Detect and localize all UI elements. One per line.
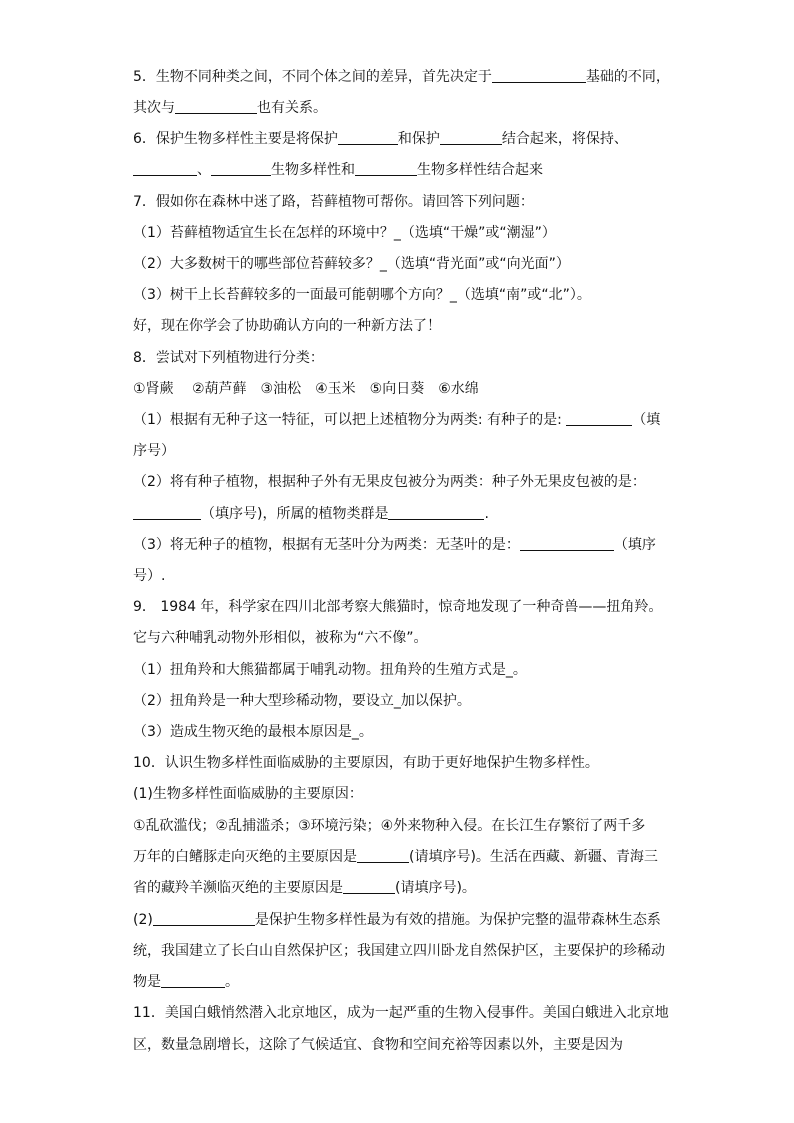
q5-line-1: 5．生物不同种类之间，不同个体之间的差异，首先决定于 基础的不同，: [133, 69, 670, 85]
q9-line-1: 9． 1984 年，科学家在四川北部考察大熊猫时，惊奇地发现了一种奇兽——扭角羚。: [133, 599, 663, 615]
q8-part-1-line-2: 序号）: [133, 443, 175, 459]
answer-blank[interactable]: [153, 911, 255, 926]
answer-blank[interactable]: [440, 130, 502, 145]
answer-blank[interactable]: [175, 99, 257, 114]
q8-part-1-line-1: （1）根据有无种子这一特征，可以把上述植物分为两类: 有种子的是: （填: [133, 412, 661, 428]
q6-line-2: 、 生物多样性和 生物多样性结合起来: [133, 161, 543, 179]
q10-line-5: 统，我国建立了长白山自然保护区；我国建立四川卧龙自然保护区，主要保护的珍稀动: [133, 943, 665, 959]
q7-stem: 7．假如你在森林中迷了路，苔藓植物可帮你。请回答下列问题：: [133, 194, 534, 210]
q8-part-3-line-2: 号）.: [133, 568, 166, 584]
answer-blank[interactable]: [338, 130, 398, 145]
answer-blank[interactable]: [492, 68, 586, 83]
answer-blank[interactable]: [133, 161, 197, 176]
q11-line-1: 11．美国白蛾悄然潜入北京地区，成为一起严重的生物入侵事件。美国白蛾进入北京地: [133, 1005, 669, 1021]
q7-part-2: （2）大多数树干的哪些部位苔藓较多？_（选填“背光面”或“向光面”）: [133, 256, 570, 272]
q10-line-3: 省的藏羚羊濒临灭绝的主要原因是 (请填序号)。: [133, 880, 476, 896]
answer-blank[interactable]: [357, 848, 409, 863]
q8-stem: 8．尝试对下列植物进行分类：: [133, 350, 324, 366]
q8-options: ①肾蕨 ②葫芦藓 ③油松 ④玉米 ⑤向日葵 ⑥水绵: [133, 381, 479, 397]
answer-blank[interactable]: [566, 411, 632, 426]
q10-line-1: ①乱砍滥伐；②乱捕滥杀；③环境污染；④外来物种入侵。在长江生存繁衍了两千多: [133, 818, 646, 834]
q10-line-2: 万年的白鳍豚走向灭绝的主要原因是 (请填序号)。生活在西藏、新疆、青海三: [133, 849, 658, 865]
q10-line-6: 物是 。: [133, 974, 239, 990]
q11-line-2: 区，数量急剧增长，这除了气候适宜、食物和空间充裕等因素以外，主要是因为: [133, 1037, 623, 1053]
q10-stem: 10．认识生物多样性面临威胁的主要原因，有助于更好地保护生物多样性。: [133, 755, 599, 771]
q7-ending: 好，现在你学会了协助确认方向的一种新方法了！: [133, 318, 441, 334]
q8-part-2-line-1: （2）将有种子植物，根据种子外有无果皮包被分为两类：种子外无果皮包被的是：: [133, 474, 646, 490]
q9-part-2: （2）扭角羚是一种大型珍稀动物，要设立_加以保护。: [133, 693, 471, 709]
q8-part-2-line-2: （填序号)，所属的植物类群是 .: [133, 505, 489, 523]
answer-blank[interactable]: [133, 505, 201, 520]
q8-part-3-line-1: （3）将无种子的植物，根据有无茎叶分为两类：无茎叶的是： （填序: [133, 537, 656, 553]
q9-part-3: （3）造成生物灭绝的最根本原因是_。: [133, 724, 373, 740]
q7-part-1: （1）苔藓植物适宜生长在怎样的环境中？_（选填“干燥”或“潮湿”）: [133, 225, 556, 241]
answer-blank[interactable]: [520, 536, 614, 551]
answer-blank[interactable]: [343, 879, 395, 894]
answer-blank[interactable]: [161, 973, 225, 988]
q7-part-3: （3）树干上长苔藓较多的一面最可能朝哪个方向？_（选填“南”或“北”）。: [133, 287, 591, 303]
q9-line-2: 它与六种哺乳动物外形相似，被称为“六不像”。: [133, 630, 428, 646]
answer-blank[interactable]: [388, 505, 484, 520]
answer-blank[interactable]: [355, 161, 417, 176]
answer-blank[interactable]: [211, 161, 271, 176]
q10-line-4: (2) 是保护生物多样性最为有效的措施。为保护完整的温带森林生态系: [133, 912, 661, 928]
q5-line-2: 其次与 也有关系。: [133, 100, 327, 116]
q6-line-1: 6．保护生物多样性主要是将保护 和保护 结合起来，将保持、: [133, 131, 628, 147]
q9-part-1: （1）扭角羚和大熊猫都属于哺乳动物。扭角羚的生殖方式是_。: [133, 662, 527, 678]
q10-sub-1: (1)生物多样性面临威胁的主要原因：: [133, 786, 363, 802]
